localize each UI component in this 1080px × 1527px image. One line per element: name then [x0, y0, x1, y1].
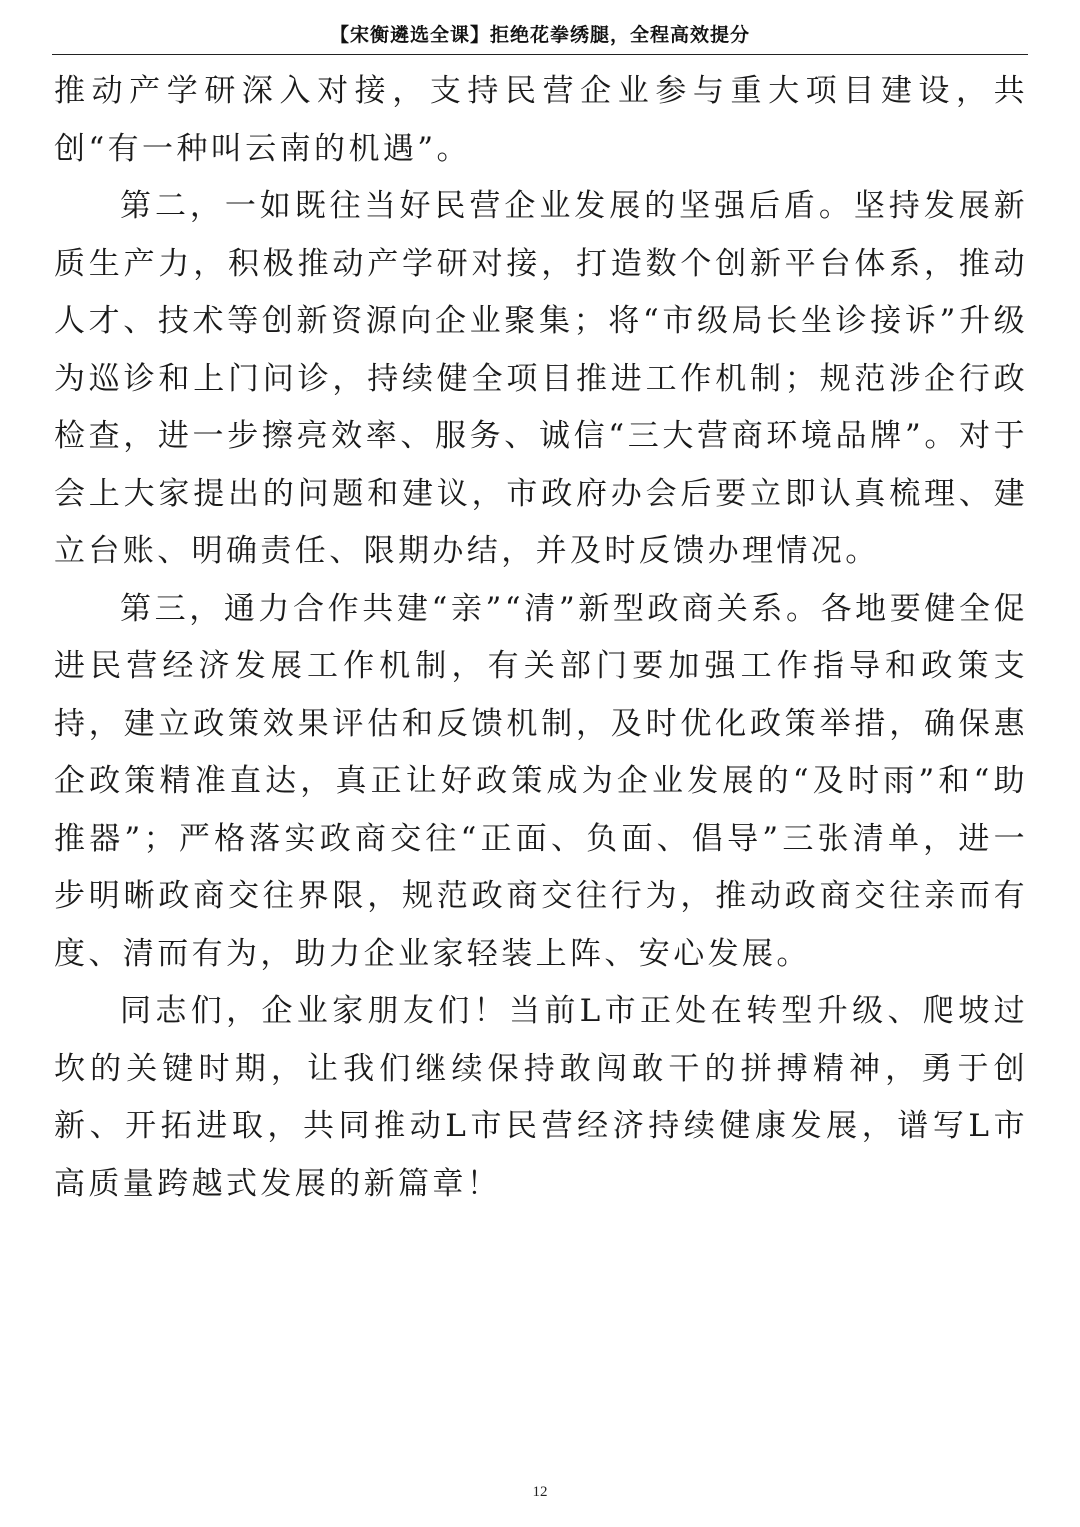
paragraph-second: 第二，一如既往当好民营企业发展的坚强后盾。坚持发展新质生产力，积极推动产学研对接，打造数个创新平台体系，推动人才、技术等创新资源向企业聚集；将“市级局长坐诊接诉”升级为巡诊和上门问诊，持续健全项目推进工作机制；规范涉企行政检查，进一步擦亮效率、服务、诚信“三大营商环境品牌”。对于会上大家提出的问题和建议，市政府办会后要立即认真梳理、建立台账、明确责任、限期办结，并及时反馈办理情况。: [54, 188, 1028, 569]
page-number: 12: [532, 1484, 548, 1500]
header-divider: [52, 54, 1028, 55]
paragraph-closing: 同志们，企业家朋友们！当前L市正处在转型升级、爬坡过坎的关键时期，让我们继续保持敢闯敢干的拼搏精神，勇于创新、开拓进取，共同推动L市民营经济持续健康发展，谱写L市高质量跨越式发展的新篇章！: [54, 993, 1028, 1202]
paragraph-continuation: 推动产学研深入对接，支持民营企业参与重大项目建设，共创“有一种叫云南的机遇”。: [54, 73, 1028, 167]
page-header: 【宋衡遴选全课】拒绝花拳绣腿，全程高效提分: [329, 24, 750, 46]
document-body: [54, 63, 1028, 1213]
paragraph-third: 第三，通力合作共建“亲”“清”新型政商关系。各地要健全促进民营经济发展工作机制，有关部门要加强工作指导和政策支持，建立政策效果评估和反馈机制，及时优化政策举措，确保惠企政策精准直达，真正让好政策成为企业发展的“及时雨”和“助推器”；严格落实政商交往“正面、负面、倡导”三张清单，进一步明晰政商交往界限，规范政商交往行为，推动政商交往亲而有度、清而有为，助力企业家轻装上阵、安心发展。: [54, 590, 1028, 972]
